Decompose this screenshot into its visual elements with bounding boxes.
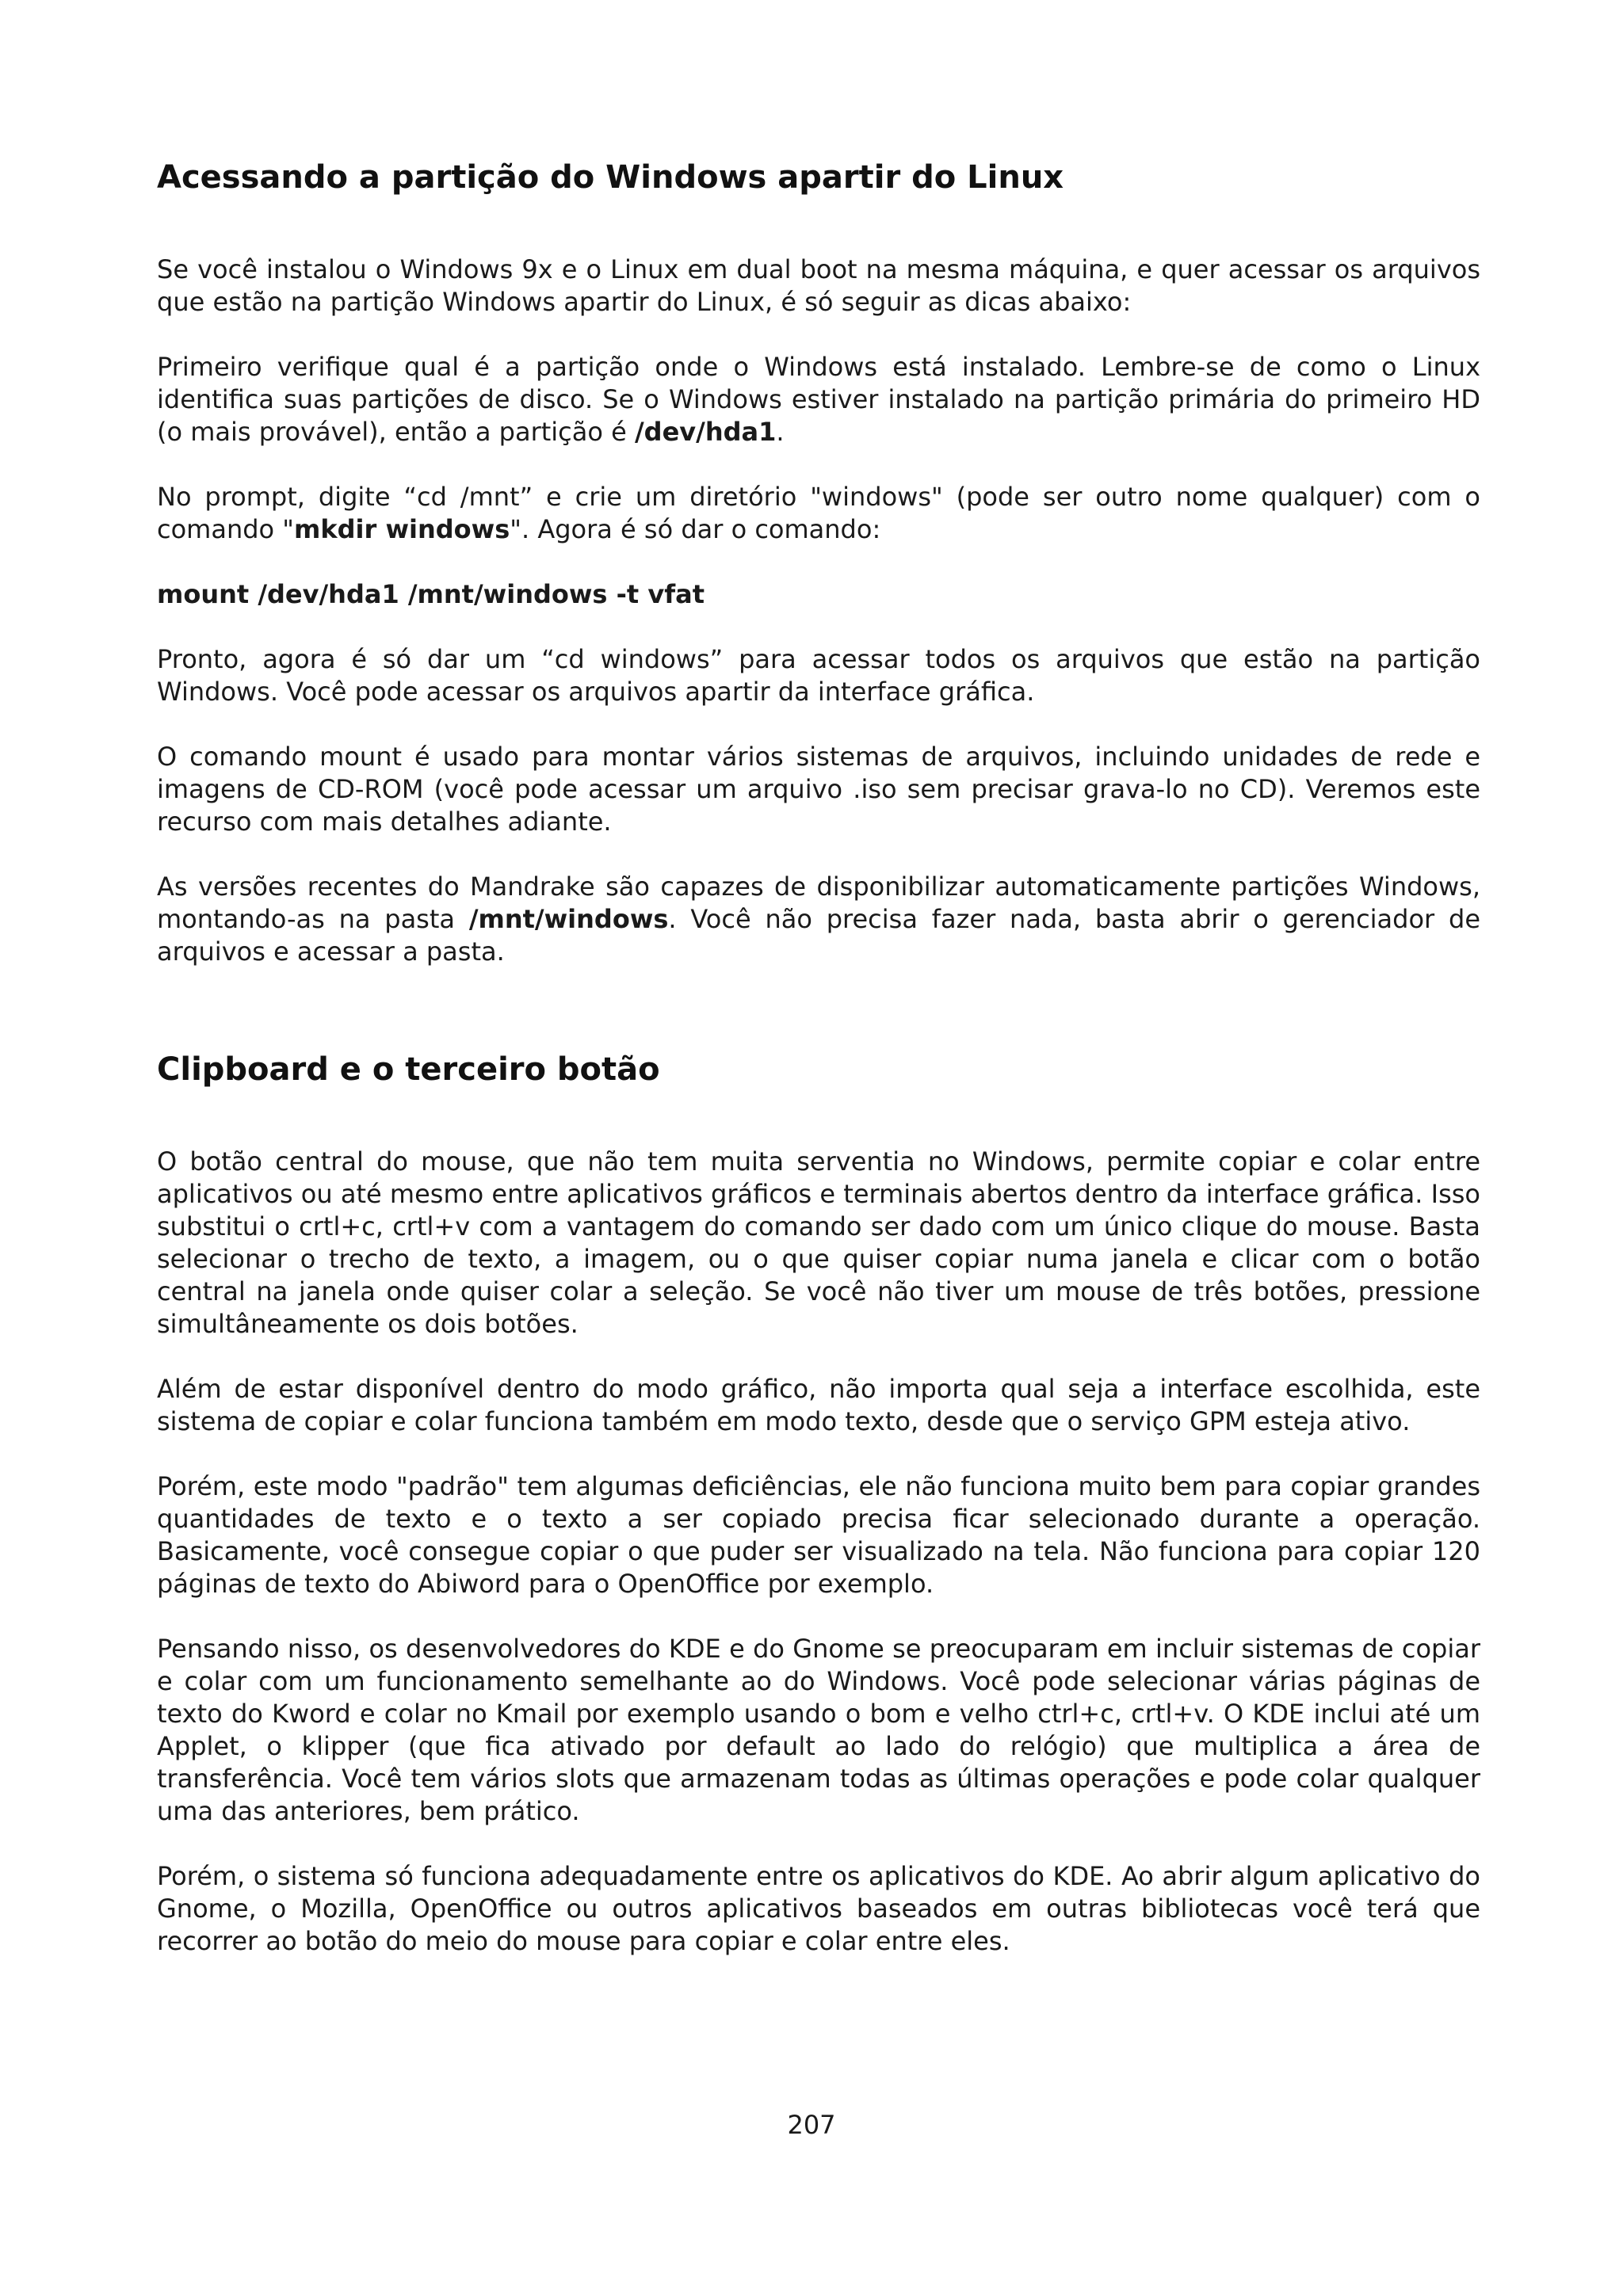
paragraph: Porém, este modo "padrão" tem algumas deficiências, ele não funciona muito bem para copiar grandes quantidades de texto e o texto a ser copiado precisa ficar selecionado durante a operação. Basicamente, você consegue copiar o que puder ser visualizado na tela. Não funciona para copiar 120 páginas de texto do Abiword para o OpenOffice por exemplo. bbox=[157, 1471, 1480, 1599]
paragraph-text: No prompt, digite “cd /mnt” e crie um diretório "windows" (pode ser outro nome qualquer) com o comando " bbox=[157, 482, 1480, 544]
section-clipboard bbox=[157, 1047, 1480, 1958]
paragraph bbox=[157, 481, 1480, 546]
paragraph: O botão central do mouse, que não tem muita serventia no Windows, permite copiar e colar entre aplicativos ou até mesmo entre aplicativos gráficos e terminais abertos dentro da interface gráfica. Isso substitui o crtl+c, crtl+v com a vantagem do comando ser dado com um único clique do mouse. Basta selecionar o trecho de texto, a imagem, ou o que quiser copiar numa janela e clicar com o botão central na janela onde quiser colar a seleção. Se você não tiver um mouse de três botões, pressione simultâneamente os dois botões. bbox=[157, 1146, 1480, 1339]
paragraph: Pronto, agora é só dar um “cd windows” para acessar todos os arquivos que estão na partição Windows. Você pode acessar os arquivos apartir da interface gráfica. bbox=[157, 644, 1480, 707]
command-inline: mkdir windows bbox=[294, 514, 510, 544]
paragraph-text: ". Agora é só dar o comando: bbox=[510, 514, 881, 544]
section-heading-clipboard: Clipboard e o terceiro botão bbox=[157, 1051, 660, 1088]
paragraph: Além de estar disponível dentro do modo gráfico, não importa qual seja a interface escolhida, este sistema de copiar e colar funciona também em modo texto, desde que o serviço GPM esteja ativo. bbox=[157, 1374, 1480, 1436]
paragraph bbox=[157, 351, 1480, 448]
paragraph-text: . Você não precisa fazer nada, basta abrir o gerenciador de arquivos e acessar a pasta. bbox=[157, 904, 1481, 967]
page-number: 207 bbox=[787, 2110, 836, 2140]
document-page bbox=[157, 155, 1480, 1990]
paragraph: Porém, o sistema só funciona adequadamente entre os aplicativos do KDE. Ao abrir algum aplicativo do Gnome, o Mozilla, OpenOffice ou outros aplicativos baseados em outras bibliotecas você terá que recorrer ao botão do meio do mouse para copiar e colar entre eles. bbox=[157, 1861, 1480, 1956]
device-path: /dev/hda1 bbox=[634, 417, 777, 447]
paragraph bbox=[157, 871, 1480, 968]
paragraph-text: Primeiro verifique qual é a partição onde o Windows está instalado. Lembre-se de como o Linux identifica suas partições de disco. Se o Windows estiver instalado na partição primária do primeiro HD (o mais provável), então a partição é bbox=[157, 352, 1480, 447]
paragraph: O comando mount é usado para montar vários sistemas de arquivos, incluindo unidades de rede e imagens de CD-ROM (você pode acessar um arquivo .iso sem precisar grava-lo no CD). Veremos este recurso com mais detalhes adiante. bbox=[157, 742, 1480, 837]
section-heading-windows-partition: Acessando a partição do Windows apartir do Linux bbox=[157, 159, 1064, 196]
folder-path: /mnt/windows bbox=[468, 904, 669, 934]
mount-command: mount /dev/hda1 /mnt/windows -t vfat bbox=[157, 579, 705, 609]
paragraph: Pensando nisso, os desenvolvedores do KDE e do Gnome se preocuparam em incluir sistemas de copiar e colar com um funcionamento semelhante ao do Windows. Você pode selecionar várias páginas de texto do Kword e colar no Kmail por exemplo usando o bom e velho ctrl+c, crtl+v. O KDE inclui até um Applet, o klipper (que fica ativado por default ao lado do relógio) que multiplica a área de transferência. Você tem vários slots que armazenam todas as últimas operações e pode colar qualquer uma das anteriores, bem prático. bbox=[157, 1634, 1480, 1826]
paragraph-text: . bbox=[776, 417, 785, 447]
paragraph-text: As versões recentes do Mandrake são capazes de disponibilizar automaticamente partições Windows, montando-as na pasta bbox=[157, 871, 1480, 934]
paragraph: Se você instalou o Windows 9x e o Linux em dual boot na mesma máquina, e quer acessar os arquivos que estão na partição Windows apartir do Linux, é só seguir as dicas abaixo: bbox=[157, 254, 1480, 317]
